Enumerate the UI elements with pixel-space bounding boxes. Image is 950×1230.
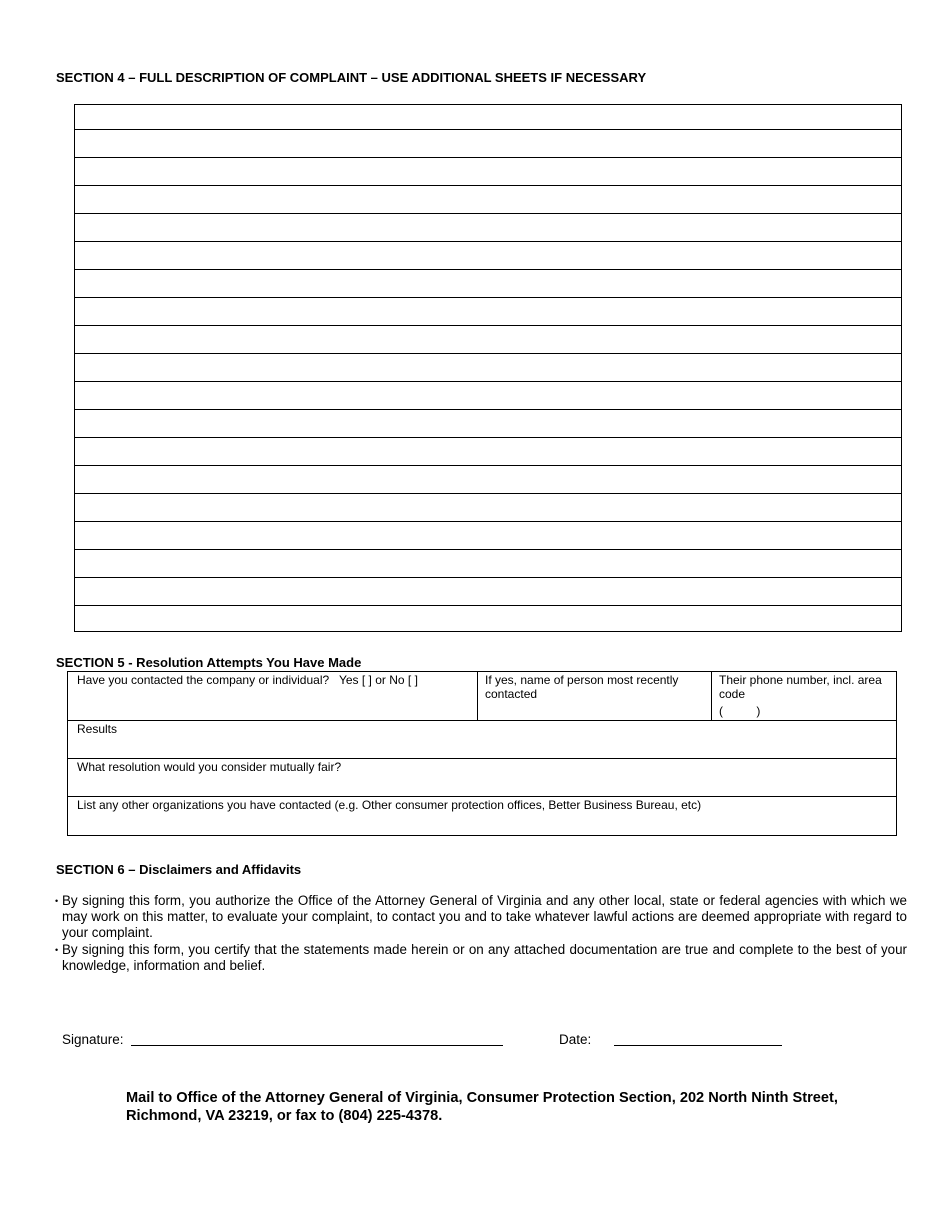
resolution-attempts-table xyxy=(67,671,897,836)
complaint-writing-line xyxy=(75,213,901,214)
no-checkbox[interactable]: No [ ] xyxy=(389,673,418,687)
results-field[interactable]: Results xyxy=(77,722,118,736)
disclaimers-list xyxy=(56,893,907,974)
date-label: Date: xyxy=(559,1032,592,1047)
complaint-writing-line xyxy=(75,185,901,186)
section-4-title: SECTION 4 – FULL DESCRIPTION OF COMPLAINT – USE ADDITIONAL SHEETS IF NECESSARY xyxy=(56,70,647,85)
date-line[interactable] xyxy=(614,1045,782,1046)
area-code-parens: ( ) xyxy=(719,704,761,718)
complaint-writing-line xyxy=(75,521,901,522)
yes-checkbox[interactable]: Yes [ ] xyxy=(338,673,372,687)
or-label: or xyxy=(375,673,386,687)
row-divider xyxy=(68,796,896,797)
disclaimer-authorize: • By signing this form, you authorize the Office of the Attorney General of Virginia and any other local, state or federal agencies with which we may work on this matter, to evaluate your complaint, to contact you and to take whatever lawful actions are deemed appropriate with regard to your complaint. xyxy=(56,893,907,942)
complaint-writing-line xyxy=(75,157,901,158)
complaint-writing-line xyxy=(75,269,901,270)
complaint-writing-line xyxy=(75,549,901,550)
contacted-question: Have you contacted the company or individual? xyxy=(77,673,330,687)
phone-number-label: Their phone number, incl. area code xyxy=(719,673,882,701)
complaint-writing-line xyxy=(75,381,901,382)
complaint-writing-line xyxy=(75,465,901,466)
section-6-title: SECTION 6 – Disclaimers and Affidavits xyxy=(56,862,302,877)
fair-resolution-field[interactable]: What resolution would you consider mutually fair? xyxy=(77,760,342,774)
complaint-writing-line xyxy=(75,493,901,494)
mail-instructions xyxy=(126,1089,896,1125)
complaint-writing-line xyxy=(75,297,901,298)
phone-number-field[interactable] xyxy=(719,673,891,718)
complaint-writing-line xyxy=(75,605,901,606)
complaint-writing-line xyxy=(75,409,901,410)
row-divider xyxy=(68,720,896,721)
complaint-writing-line xyxy=(75,577,901,578)
signature-line[interactable] xyxy=(131,1045,503,1046)
section-5-title: SECTION 5 - Resolution Attempts You Have Made xyxy=(56,655,362,670)
row-divider xyxy=(68,758,896,759)
complaint-description-box[interactable] xyxy=(74,104,902,632)
cell-divider xyxy=(477,672,478,721)
complaint-writing-line xyxy=(75,353,901,354)
cell-divider xyxy=(711,672,712,721)
complaint-writing-line xyxy=(75,129,901,130)
disclaimer-certify: • By signing this form, you certify that the statements made herein or on any attached documentation are true and complete to the best of your knowledge, information and belief. xyxy=(56,942,907,974)
other-organizations-field[interactable]: List any other organizations you have contacted (e.g. Other consumer protection offices, Better Business Bureau, etc) xyxy=(77,798,702,812)
complaint-writing-line xyxy=(75,325,901,326)
person-contacted-field[interactable]: If yes, name of person most recently contacted xyxy=(485,673,679,701)
mail-address-line: Mail to Office of the Attorney General of Virginia, Consumer Protection Section, 202 North Ninth Street, xyxy=(126,1090,838,1106)
signature-label: Signature: xyxy=(62,1032,124,1047)
contacted-question-cell[interactable] xyxy=(77,673,472,687)
mail-fax-line: Richmond, VA 23219, or fax to (804) 225-4378. xyxy=(126,1108,443,1124)
complaint-writing-line xyxy=(75,241,901,242)
complaint-writing-line xyxy=(75,437,901,438)
